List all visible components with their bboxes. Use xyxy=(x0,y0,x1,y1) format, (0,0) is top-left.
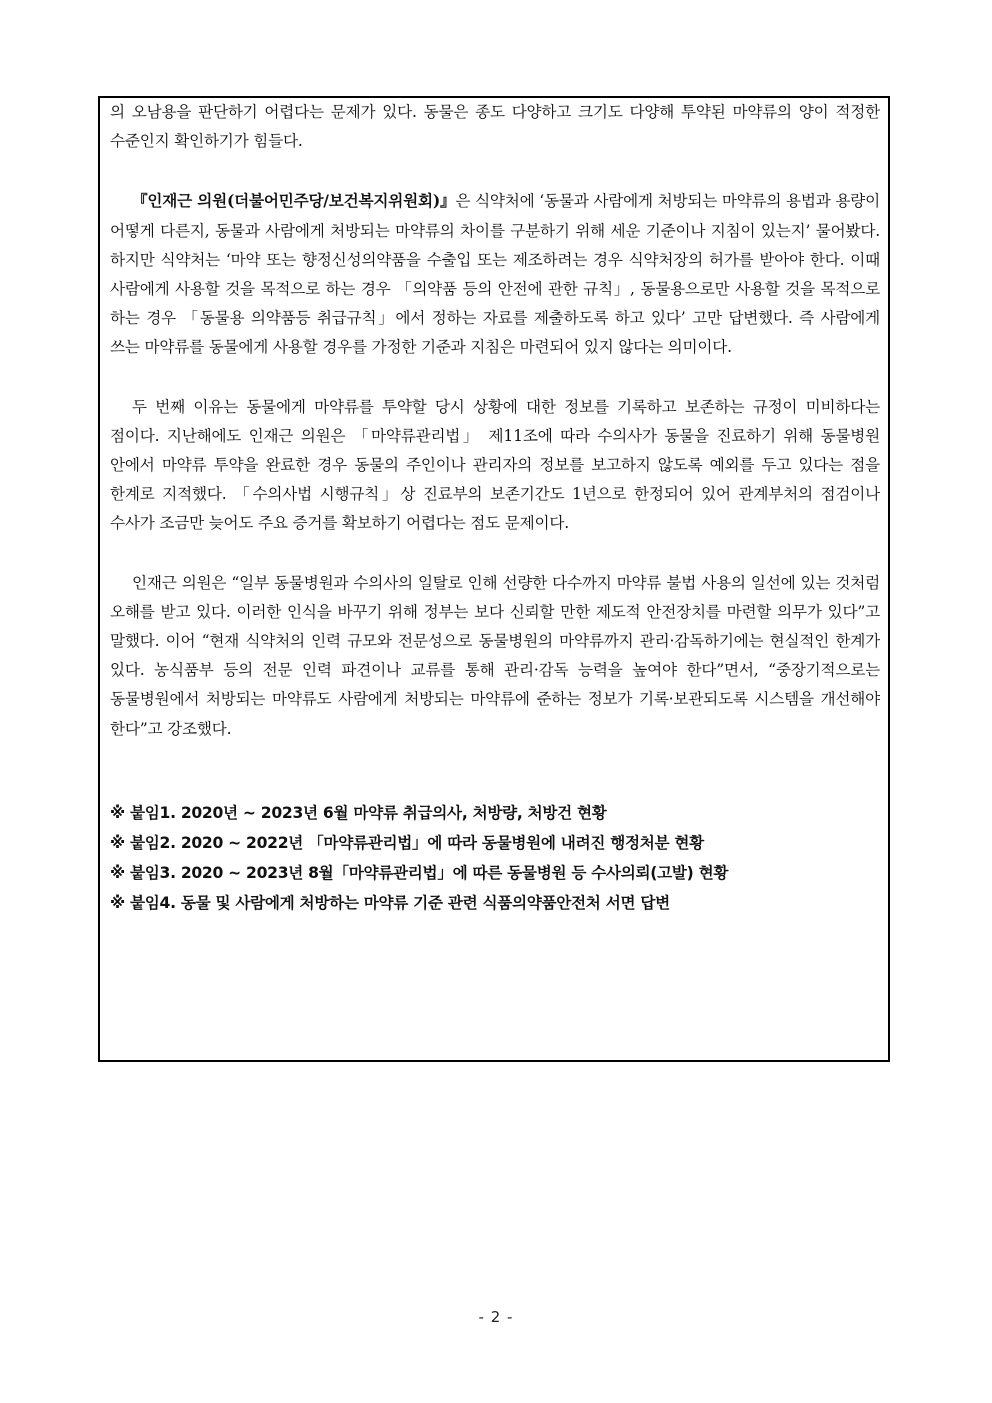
paragraph-2-text: 은 식약처에 ‘동물과 사람에게 처방되는 마약류의 용법과 용량이 어떻게 다른지, 동물과 사람에게 처방되는 마약류의 차이를 구분하기 위해 세운 기준이나 지침이 있는지’ 물어봤다. 하지만 식약처는 ‘마약 또는 향정신성의약품을 수출입 또는 제조하려는 경우 식약처장의 허가를 받아야 한다. 이때 사람에게 사용할 것을 목적으로 하는 경우 「의약품 등의 안전에 관한 규칙」, 동물용으로만 사용할 것을 목적으로 하는 경우 「동물용 의약품등 취급규칙」에서 정하는 자료를 제출하도록 하고 있다’ 고만 답변했다. 즉 사람에게 쓰는 마약류를 동물에게 사용할 경우를 가정한 기준과 지침은 마련되어 있지 않다는 의미이다. xyxy=(110,192,880,357)
page-number: - 2 - xyxy=(478,1308,514,1326)
attachments-gap xyxy=(110,744,880,798)
paragraph-1: 의 오남용을 판단하기 어렵다는 문제가 있다. 동물은 종도 다양하고 크기도 다양해 투약된 마약류의 양이 적정한 수준인지 확인하기가 힘들다. xyxy=(110,103,880,151)
attachment-item-1: ※ 붙임1. 2020년 ~ 2023년 6월 마약류 취급의사, 처방량, 처방건 현황 xyxy=(110,803,607,822)
attachment-item-4: ※ 붙임4. 동물 및 사람에게 처방하는 마약류 기준 관련 식품의약품안전처 서면 답변 xyxy=(110,893,670,912)
attachment-list xyxy=(110,798,880,918)
paragraph-gap xyxy=(110,539,880,569)
content-frame xyxy=(98,96,890,1062)
paragraph-3: 두 번째 이유는 동물에게 마약류를 투약할 당시 상황에 대한 정보를 기록하고 보존하는 규정이 미비하다는 점이다. 지난해에도 인재근 의원은 「마약류관리법」 제11조에 따라 수의사가 동물을 진료하기 위해 동물병원 안에서 마약류 투약을 완료한 경우 동물의 주인이나 관리자의 정보를 보고하지 않도록 예외를 두고 있다는 점을 한계로 지적했다. 「수의사법 시행규칙」상 진료부의 보존기간도 1년으로 한정되어 있어 관계부처의 점검이나 수사가 조금만 늦어도 주요 증거를 확보하기 어렵다는 점도 문제이다. xyxy=(110,397,880,533)
paragraph-gap xyxy=(110,363,880,393)
lawmaker-name-emphasis: 『인재근 의원(더불어민주당/보건복지위원회)』 xyxy=(132,191,456,211)
attachment-item-2: ※ 붙임2. 2020 ~ 2022년 「마약류관리법」에 따라 동물병원에 내려진 행정처분 현황 xyxy=(110,833,704,852)
paragraph-4: 인재근 의원은 “일부 동물병원과 수의사의 일탈로 인해 선량한 다수까지 마약류 불법 사용의 일선에 있는 것처럼 오해를 받고 있다. 이러한 인식을 바꾸기 위해 정부는 보다 신뢰할 만한 제도적 안전장치를 마련할 의무가 있다”고 말했다. 이어 “현재 식약처의 인력 규모와 전문성으로 동물병원의 마약류까지 관리·감독하기에는 현실적인 한계가 있다. 농식품부 등의 전문 인력 파견이나 교류를 통해 관리·감독 능력을 높여야 한다”면서, “중장기적으로는 동물병원에서 처방되는 마약류도 사람에게 처방되는 마약류에 준하는 정보가 기록·보관되도록 시스템을 개선해야 한다”고 강조했다. xyxy=(110,573,880,738)
paragraph-2 xyxy=(110,186,880,362)
attachment-item-3: ※ 붙임3. 2020 ~ 2023년 8월「마약류관리법」에 따른 동물병원 등 수사의뢰(고발) 현황 xyxy=(110,863,729,882)
paragraph-gap xyxy=(110,156,880,186)
